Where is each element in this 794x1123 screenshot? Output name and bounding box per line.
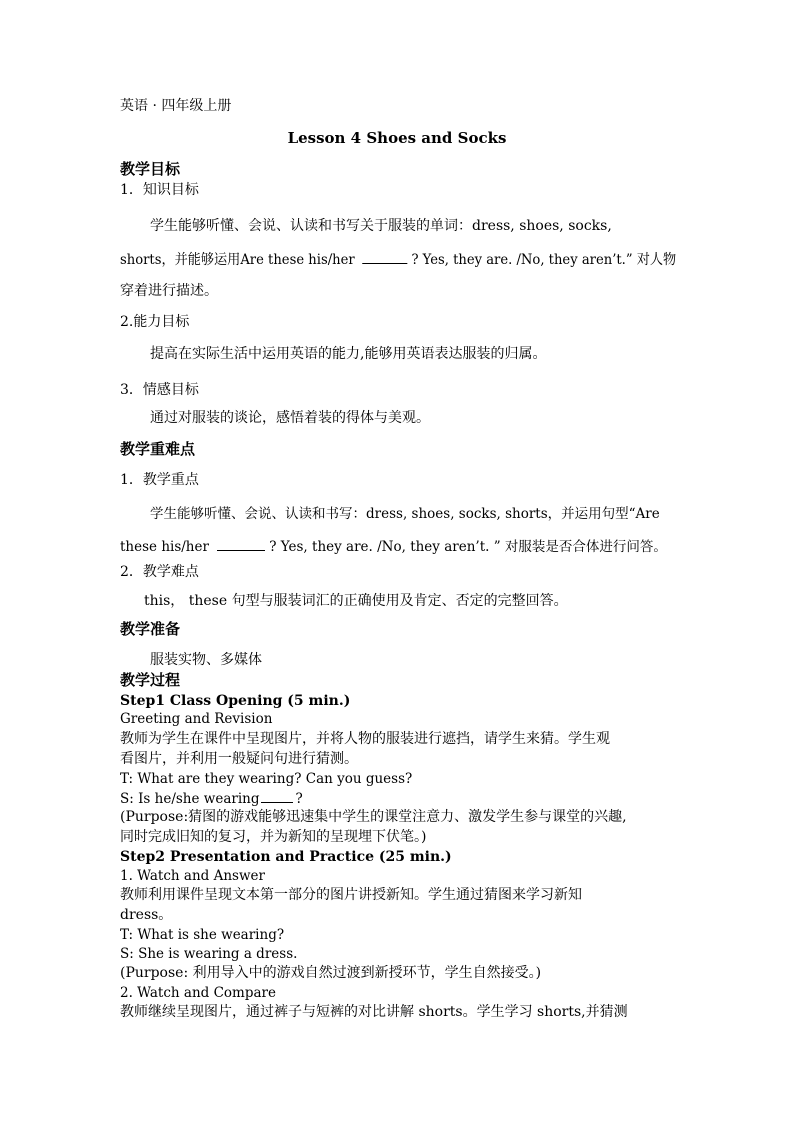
section-heading-key-points: 教学重难点 [120, 440, 196, 458]
goal-ability-label: 2.能力目标 [120, 314, 190, 330]
fill-in-blank [261, 788, 293, 803]
goal-knowledge-label: 1．知识目标 [120, 182, 199, 198]
step1-purpose-line1: (Purpose:猜图的游戏能够迅速集中学生的课堂注意力、激发学生参与课堂的兴趣, [120, 809, 627, 825]
step2-student-line: S: She is wearing a dress. [120, 946, 298, 962]
step1-student-line-start: S: Is he/she wearing [120, 791, 260, 807]
fill-in-blank [217, 536, 265, 551]
step1-title: Step1 Class Opening (5 min.) [120, 693, 351, 709]
goal-knowledge-line2-end: ? Yes, they are. /No, they aren’t.” 对人物 [411, 252, 677, 268]
preparation-text: 服装实物、多媒体 [150, 652, 262, 668]
lesson-title: Lesson 4 Shoes and Socks [287, 129, 507, 147]
step1-paragraph-line2: 看图片，并利用一般疑问句进行猜测。 [120, 751, 358, 767]
step2-paragraph-line2: dress。 [120, 907, 173, 923]
step1-paragraph-line1: 教师为学生在课件中呈现图片，并将人物的服装进行遮挡，请学生来猜。学生观 [120, 731, 610, 747]
step2-subtitle-2: 2. Watch and Compare [120, 985, 276, 1001]
section-heading-process: 教学过程 [120, 671, 181, 689]
step1-teacher-line: T: What are they wearing? Can you guess? [120, 771, 413, 787]
key-difficulty-text: this， these 句型与服装词汇的正确使用及肯定、否定的完整回答。 [144, 593, 568, 609]
step2-purpose: (Purpose: 利用导入中的游戏自然过渡到新授环节，学生自然接受。) [120, 965, 542, 981]
goal-emotion-label: 3．情感目标 [120, 382, 199, 398]
goal-knowledge-line2 [120, 249, 676, 269]
step1-subtitle: Greeting and Revision [120, 711, 273, 727]
fill-in-blank [363, 249, 408, 264]
step2-teacher-line: T: What is she wearing? [120, 927, 285, 943]
step2-paragraph-line1: 教师利用课件呈现文本第一部分的图片讲授新知。学生通过猜图来学习新知 [120, 887, 582, 903]
step2-title: Step2 Presentation and Practice (25 min.) [120, 849, 452, 865]
step2-subtitle-1: 1. Watch and Answer [120, 868, 265, 884]
page-header: 英语 · 四年级上册 [120, 98, 232, 114]
step1-purpose-line2: 同时完成旧知的复习，并为新知的呈现埋下伏笔。) [120, 829, 427, 845]
key-focus-line1: 学生能够听懂、会说、认读和书写：dress, shoes, socks, shorts，并运用句型“Are [150, 506, 660, 522]
goal-knowledge-line1: 学生能够听懂、会说、认读和书写关于服装的单词：dress, shoes, socks, [150, 218, 612, 234]
goal-knowledge-line2-start: shorts，并能够运用Are these his/her [120, 252, 355, 268]
step1-student-line [120, 788, 303, 808]
step2-paragraph-line3: 教师继续呈现图片，通过裤子与短裤的对比讲解 shorts。学生学习 shorts,并猜测 [120, 1004, 628, 1020]
goal-emotion-text: 通过对服装的谈论，感悟着装的得体与美观。 [150, 410, 430, 426]
section-heading-goals: 教学目标 [120, 160, 181, 178]
goal-knowledge-line3: 穿着进行描述。 [120, 283, 218, 299]
key-focus-label: 1．教学重点 [120, 472, 199, 488]
key-focus-line2 [120, 536, 667, 556]
key-focus-line2-end: ? Yes, they are. /No, they aren’t. ” 对服装是否合体进行问答。 [269, 539, 667, 555]
goal-ability-text: 提高在实际生活中运用英语的能力,能够用英语表达服装的归属。 [150, 346, 547, 362]
key-focus-line2-start: these his/her [120, 539, 209, 555]
key-difficulty-label: 2．教学难点 [120, 564, 199, 580]
section-heading-preparation: 教学准备 [120, 620, 181, 638]
step1-student-line-end: ? [295, 791, 303, 807]
